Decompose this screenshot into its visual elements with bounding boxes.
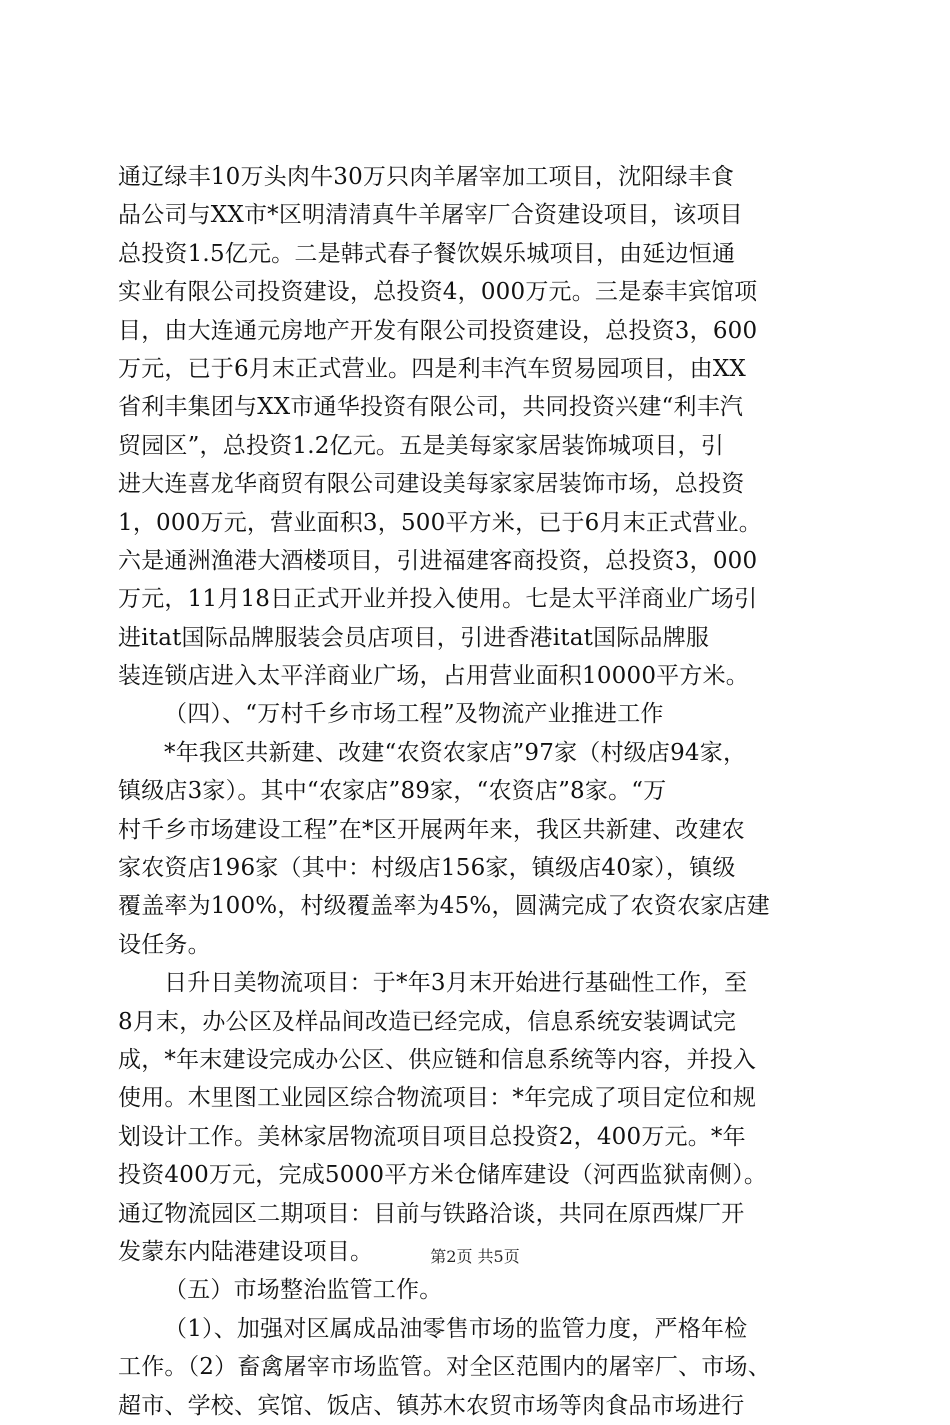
text-line: 进itat国际品牌服装会员店项目，引进香港itat国际品牌服: [118, 624, 710, 651]
text-line: 划设计工作。美林家居物流项目项目总投资2，400万元。*年: [118, 1123, 746, 1150]
text-line: 万元，已于6月末正式营业。四是利丰汽车贸易园项目，由XX: [118, 355, 746, 382]
text-line: 投资400万元，完成5000平方米仓储库建设（河西监狱南侧）。: [118, 1162, 768, 1189]
text-line: 镇级店3家）。其中“农家店”89家，“农资店”8家。“万: [118, 778, 667, 805]
text-line: 村千乡市场建设工程”在*区开展两年来，我区共新建、改建农: [118, 816, 745, 843]
text-line: 实业有限公司投资建设，总投资4，000万元。三是泰丰宾馆项: [118, 279, 758, 306]
text-line: 设任务。: [118, 931, 211, 958]
text-line: 家农资店196家（其中：村级店156家，镇级店40家），镇级: [118, 855, 736, 882]
text-line: 日升日美物流项目：于*年3月末开始进行基础性工作，至: [164, 970, 748, 997]
text-line: *年我区共新建、改建“农资农家店”97家（村级店94家，: [164, 739, 747, 766]
text-line: 工作。（2）畜禽屠宰市场监管。对全区范围内的屠宰厂、市场、: [118, 1354, 771, 1381]
text-line: （1）、加强对区属成品油零售市场的监管力度，严格年检: [164, 1315, 748, 1342]
text-line: 超市、学校、宾馆、饭店、镇苏木农贸市场等肉食品市场进行: [118, 1392, 745, 1419]
text-line: 目，由大连通元房地产开发有限公司投资建设，总投资3，600: [118, 317, 758, 344]
text-line: 进大连喜龙华商贸有限公司建设美每家家居装饰市场，总投资: [118, 471, 745, 498]
text-line: 成，*年末建设完成办公区、供应链和信息系统等内容，并投入: [118, 1046, 757, 1073]
text-line: 通辽物流园区二期项目：目前与铁路洽谈，共同在原西煤厂开: [118, 1200, 745, 1227]
text-line: 贸园区”，总投资1.2亿元。五是美每家家居装饰城项目，引: [118, 432, 724, 459]
text-line: 通辽绿丰10万头肉牛30万只肉羊屠宰加工项目，沈阳绿丰食: [118, 164, 735, 190]
section-heading: （五）市场整治监管工作。: [164, 1277, 443, 1304]
text-line: 总投资1.5亿元。二是韩式春子餐饮娱乐城项目，由延边恒通: [118, 240, 736, 267]
section-heading: （四）、“万村千乡市场工程”及物流产业推进工作: [164, 701, 664, 728]
page-number-footer: 第2页 共5页: [430, 1247, 520, 1266]
text-line: 万元，11月18日正式开业并投入使用。七是太平洋商业广场引: [118, 586, 758, 613]
text-line: 省利丰集团与XX市通华投资有限公司，共同投资兴建“利丰汽: [118, 394, 744, 421]
document-body: [118, 158, 838, 1425]
text-line: 8月末，办公区及样品间改造已经完成，信息系统安装调试完: [118, 1008, 737, 1035]
text-line: 品公司与XX市*区明清清真牛羊屠宰厂合资建设项目，该项目: [118, 202, 743, 229]
text-line: 发蒙东内陆港建设项目。: [118, 1238, 374, 1265]
text-line: 使用。木里图工业园区综合物流项目：*年完成了项目定位和规: [118, 1085, 757, 1112]
text-line: 覆盖率为100%，村级覆盖率为45%，圆满完成了农资农家店建: [118, 893, 770, 920]
text-line: 1，000万元，营业面积3，500平方米，已于6月末正式营业。: [118, 509, 762, 536]
text-line: 六是通洲渔港大酒楼项目，引进福建客商投资，总投资3，000: [118, 547, 758, 574]
text-line: 装连锁店进入太平洋商业广场，占用营业面积10000平方米。: [118, 663, 749, 690]
